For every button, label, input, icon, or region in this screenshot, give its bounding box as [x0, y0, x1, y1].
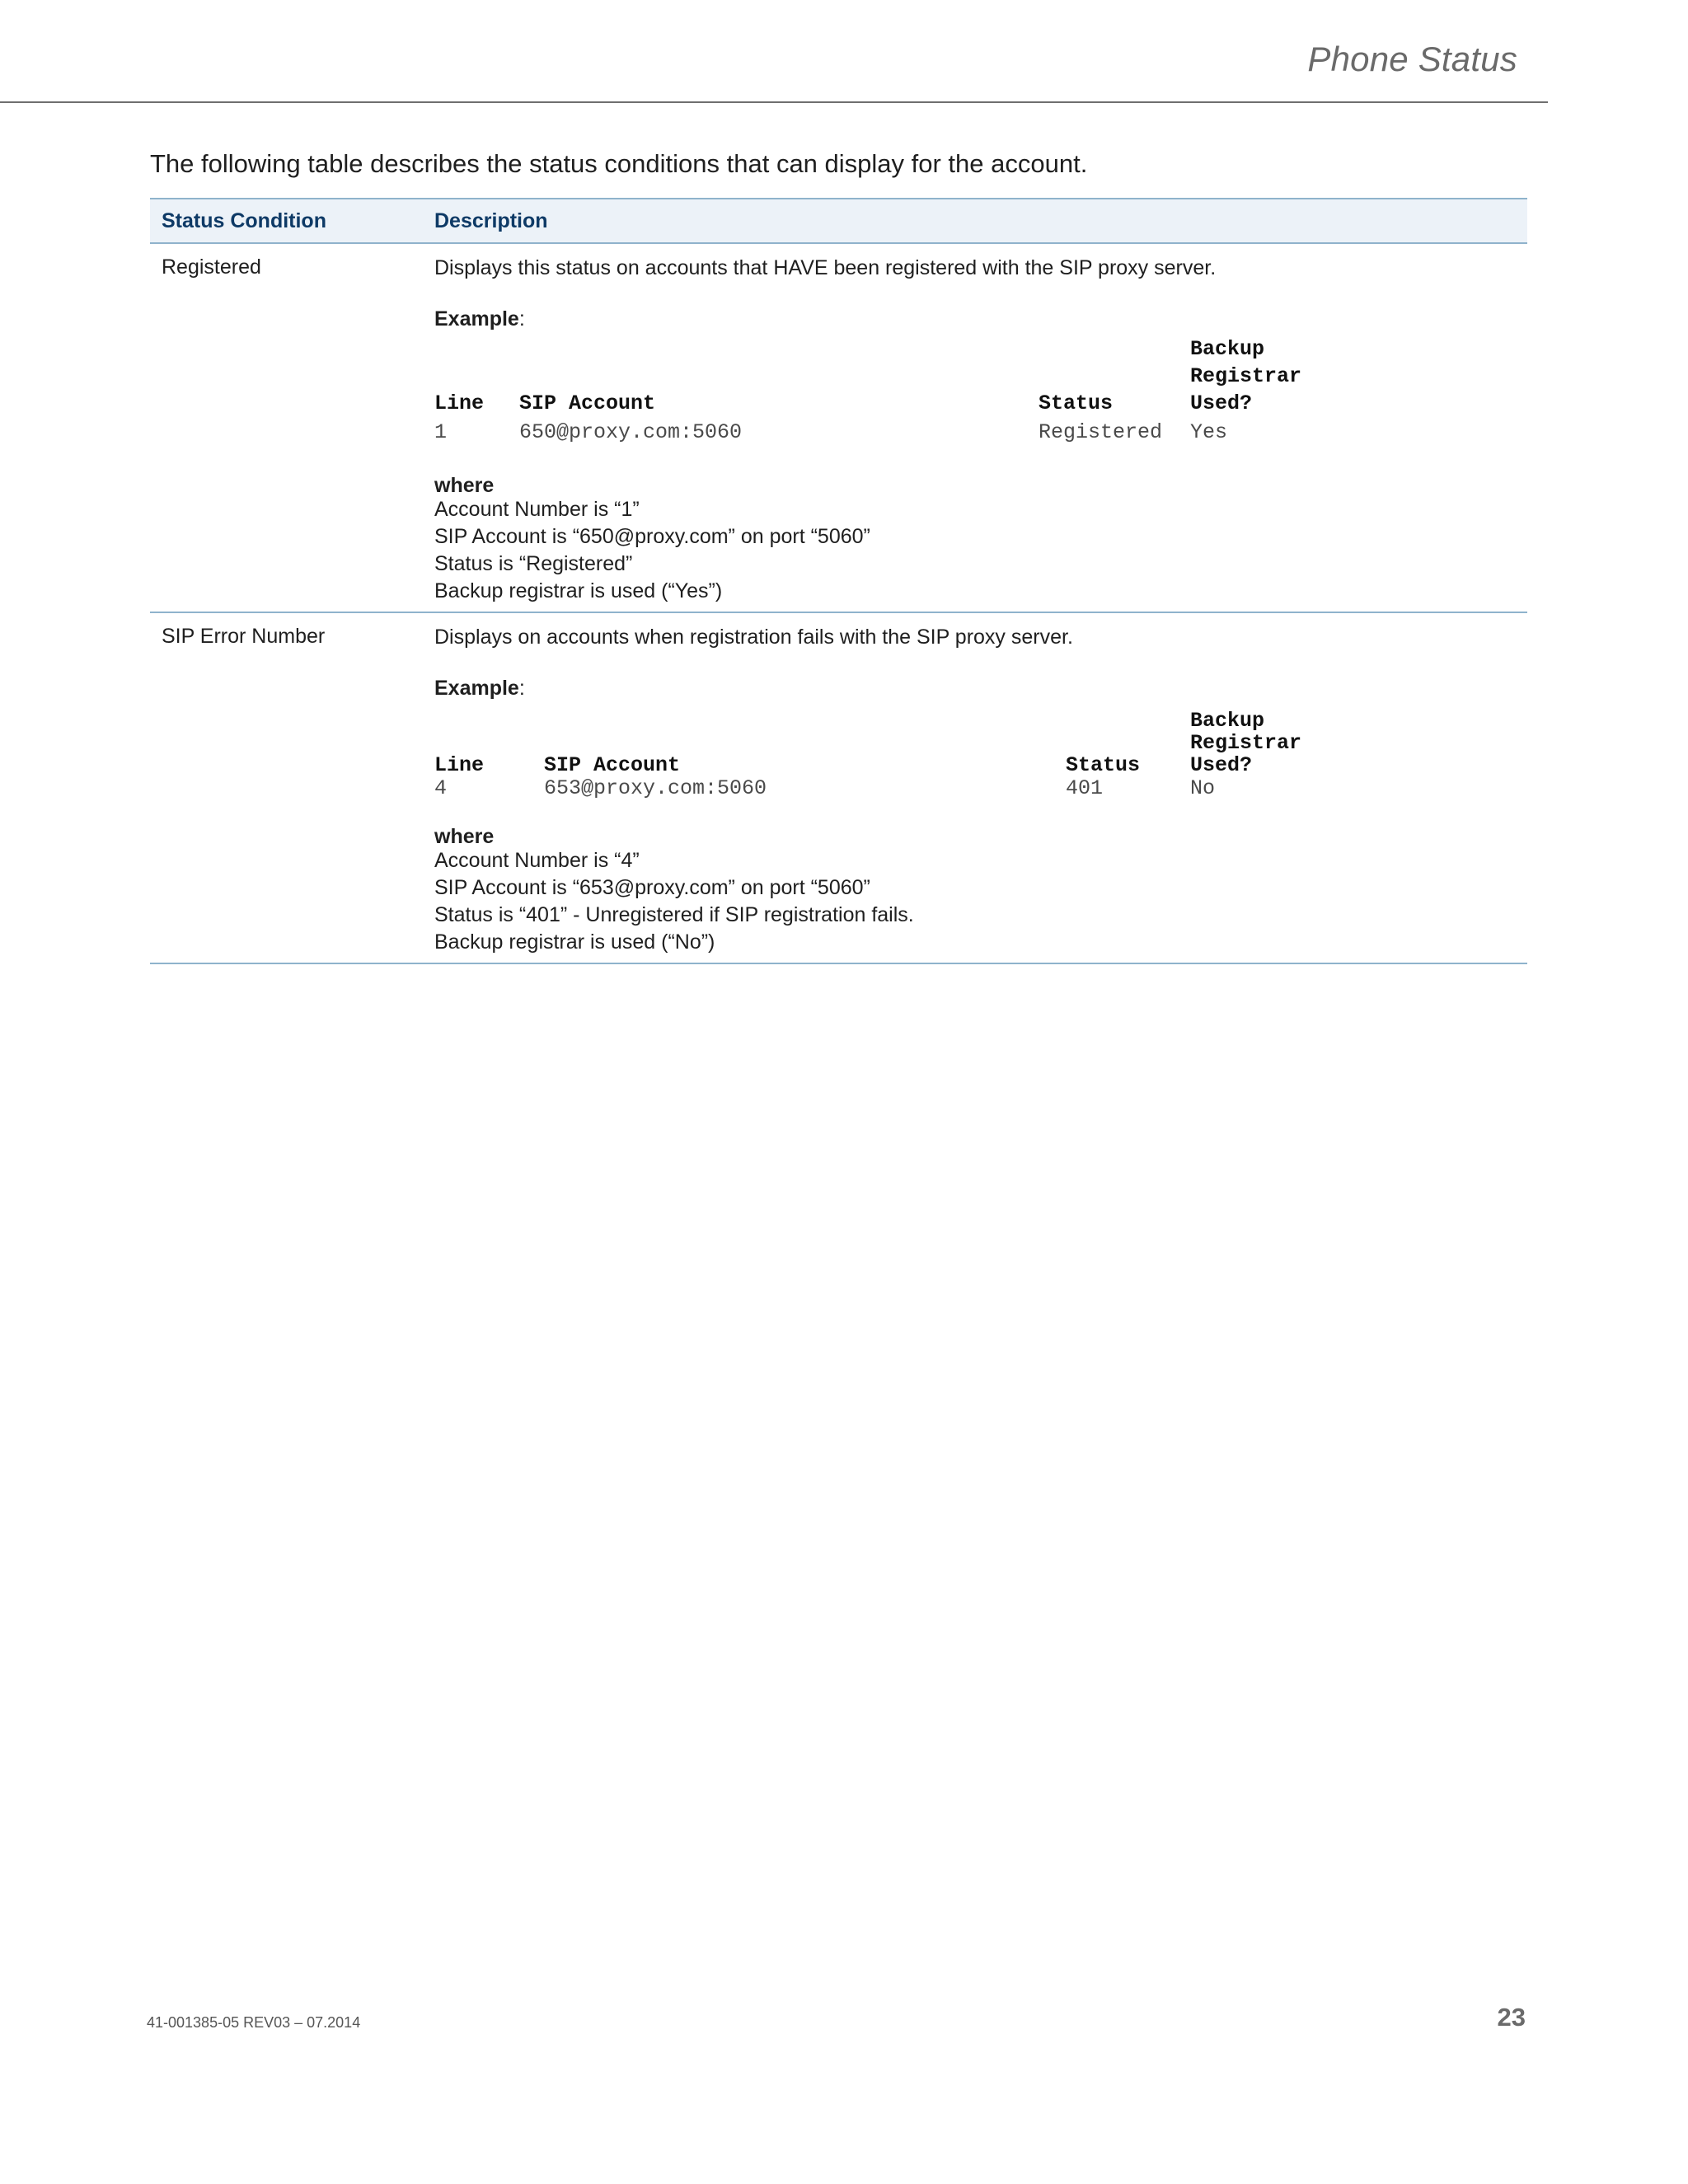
example-column-status: Status: [1066, 753, 1141, 777]
where-block: [434, 826, 1527, 956]
status-condition-cell: SIP Error Number: [162, 625, 326, 648]
example-column-sip-account: SIP Account: [519, 391, 656, 415]
example-column-backup-registrar-used: Backup Registrar Used?: [1190, 709, 1302, 777]
where-line: SIP Account is “653@proxy.com” on port “5060”: [434, 876, 870, 899]
where-label: where: [434, 825, 495, 848]
example-heading: [434, 676, 1527, 701]
example-column-status: Status: [1039, 391, 1114, 415]
header-rule: [0, 101, 1548, 103]
footer-document-id: 41-001385-05 REV03 – 07.2014: [147, 2014, 361, 2031]
example-value-line: 1: [434, 420, 448, 444]
example-label: Example: [434, 307, 519, 330]
table-header-row: [150, 199, 1527, 244]
example-value-backup-registrar-used: Yes: [1190, 420, 1228, 444]
where-line: Backup registrar is used (“Yes”): [434, 579, 723, 602]
example-value-status: Registered: [1039, 420, 1163, 444]
example-value-sip-account: 653@proxy.com:5060: [544, 776, 767, 800]
example-code-header: [434, 331, 1527, 417]
running-header-title: Phone Status: [1307, 40, 1517, 78]
example-code-block: [434, 701, 1527, 801]
example-column-line: Line: [434, 753, 485, 777]
table-row: [150, 613, 1527, 964]
example-column-backup-registrar-used: Backup Registrar Used?: [1190, 337, 1302, 415]
example-value-sip-account: 650@proxy.com:5060: [519, 420, 743, 444]
example-value-line: 4: [434, 776, 448, 800]
example-label: Example: [434, 677, 519, 700]
example-code-data-row: [434, 776, 1527, 801]
description-cell: [434, 613, 1527, 963]
example-code-block: [434, 331, 1527, 450]
example-colon: :: [518, 677, 525, 700]
footer-page-number: 23: [1497, 2003, 1526, 2032]
example-column-line: Line: [434, 391, 485, 415]
where-line: Status is “Registered”: [434, 552, 633, 575]
where-line: Backup registrar is used (“No”): [434, 930, 715, 954]
example-value-status: 401: [1066, 776, 1104, 800]
example-colon: :: [518, 307, 525, 330]
table-row: [150, 244, 1527, 613]
status-condition-cell: Registered: [162, 255, 261, 279]
column-header-status-condition: Status Condition: [162, 209, 326, 232]
where-line: SIP Account is “650@proxy.com” on port “5060”: [434, 525, 870, 548]
example-heading: [434, 307, 1527, 331]
example-code-data-row: [434, 417, 1527, 450]
where-line: Status is “401” - Unregistered if SIP registration fails.: [434, 903, 914, 926]
where-line: Account Number is “1”: [434, 498, 640, 521]
where-label: where: [434, 474, 495, 497]
description-text: Displays on accounts when registration fails with the SIP proxy server.: [434, 626, 1073, 649]
example-value-backup-registrar-used: No: [1190, 776, 1216, 800]
status-conditions-table: [150, 198, 1527, 964]
example-code-header: [434, 701, 1527, 776]
where-block: [434, 475, 1527, 605]
description-cell: [434, 244, 1527, 612]
example-column-sip-account: SIP Account: [544, 753, 681, 777]
intro-paragraph: The following table describes the status conditions that can display for the account.: [150, 149, 1088, 178]
column-header-description: Description: [434, 209, 548, 232]
where-line: Account Number is “4”: [434, 849, 640, 872]
description-text: Displays this status on accounts that HAVE been registered with the SIP proxy server.: [434, 256, 1217, 279]
